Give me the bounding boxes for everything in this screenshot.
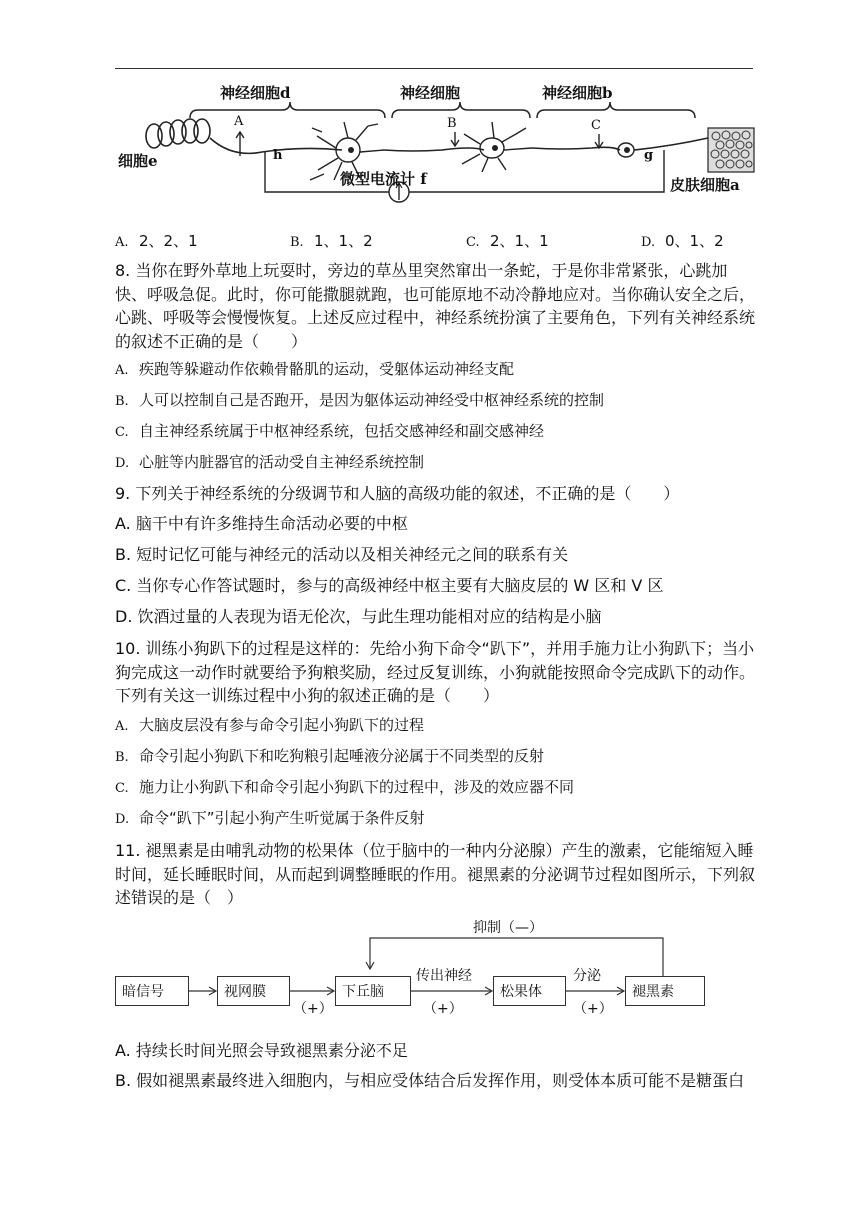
q10-option-d: D. 命令“趴下”引起小狗产生听觉属于条件反射 xyxy=(115,809,425,827)
q10-option-b: B. 命令引起小狗趴下和吃狗粮引起唾液分泌属于不同类型的反射 xyxy=(115,747,545,765)
flow-plus-2: （+） xyxy=(423,1001,463,1017)
label-skin-cell-a: 皮肤细胞a xyxy=(670,176,740,194)
flow-box-retina: 视网膜 xyxy=(217,976,290,1006)
flow-secrete-label: 分泌 xyxy=(573,968,601,984)
q8-stem: 8. 当你在野外草地上玩耍时，旁边的草丛里突然窜出一条蛇，于是你非常紧张，心跳加快、呼吸急促。此时，你可能撒腿就跑，也可能原地不动冷静地应对。当你确认安全之后，心跳、呼吸等会慢慢恢复。上述反应过程中，神经系统扮演了主要角色，下列有关神经系统的叙述不正确的是（ ） xyxy=(115,261,756,351)
label-neuron-d: 神经细胞d xyxy=(220,84,291,102)
q11-stem: 11. 褪黑素是由哺乳动物的松果体（位于脑中的一种内分泌腺）产生的激素，它能缩短入睡时间，延长睡眠时间，从而起到调整睡眠的作用。褪黑素的分泌调节过程如图所示，下列叙述错误的是（ ） xyxy=(115,841,756,907)
q7-options xyxy=(115,230,755,252)
label-h: h xyxy=(273,148,283,163)
melatonin-flow-diagram xyxy=(115,912,755,1022)
q10-stem: 10. 训练小狗趴下的过程是这样的：先给小狗下命令“趴下”，并用手施力让小狗趴下；当小狗完成这一动作时就要给予狗粮奖励，经过反复训练，小狗就能按照命令完成趴下的动作。下列有关这一训练过程中小狗的叙述正确的是（ ） xyxy=(115,639,756,705)
neuron-figure xyxy=(112,84,762,214)
q11-option-b: B. 假如褪黑素最终进入细胞内，与相应受体结合后发挥作用，则受体本质可能不是糖蛋白 xyxy=(115,1071,745,1090)
label-B: B xyxy=(447,116,457,131)
q9-option-a: A. 脑干中有许多维持生命活动必要的中枢 xyxy=(115,514,408,533)
flow-plus-1: （+） xyxy=(293,1001,333,1017)
label-A: A xyxy=(234,114,244,129)
q7-option-b: B. 1、1、2 xyxy=(290,232,373,250)
q9-option-c: C. 当你专心作答试题时，参与的高级神经中枢主要有大脑皮层的 W 区和 V 区 xyxy=(115,576,664,595)
neuron-figure-drawing xyxy=(112,88,762,214)
q8-option-d: D. 心脏等内脏器官的活动受自主神经系统控制 xyxy=(115,453,425,471)
flow-box-pineal: 松果体 xyxy=(493,976,566,1006)
q8-option-a: A. 疾跑等躲避动作依赖骨骼肌的运动，受躯体运动神经支配 xyxy=(115,360,515,378)
flow-box-dark-signal: 暗信号 xyxy=(115,976,189,1006)
label-meter-f: 微型电流计 f xyxy=(340,170,427,188)
q10-option-a: A. 大脑皮层没有参与命令引起小狗趴下的过程 xyxy=(115,716,425,734)
flow-plus-3: （+） xyxy=(573,1001,613,1017)
q9-option-d: D. 饮酒过量的人表现为语无伦次，与此生理功能相对应的结构是小脑 xyxy=(115,607,602,626)
q9-option-b: B. 短时记忆可能与神经元的活动以及相关神经元之间的联系有关 xyxy=(115,545,569,564)
q8-option-b: B. 人可以控制自己是否跑开，是因为躯体运动神经受中枢神经系统的控制 xyxy=(115,391,605,409)
flow-box-melatonin: 褪黑素 xyxy=(625,976,705,1006)
q9-stem: 9. 下列关于神经系统的分级调节和人脑的高级功能的叙述，不正确的是（ ） xyxy=(115,484,680,503)
flow-efferent-label: 传出神经 xyxy=(416,968,472,984)
label-C: C xyxy=(591,118,601,133)
q8-option-c: C. 自主神经系统属于中枢神经系统，包括交感神经和副交感神经 xyxy=(115,422,545,440)
flow-box-hypothalamus: 下丘脑 xyxy=(335,976,411,1006)
q7-option-a: A. 2、2、1 xyxy=(115,232,198,250)
q7-option-d: D. 0、1、2 xyxy=(641,232,724,250)
flow-inhibit-label: 抑制（—） xyxy=(473,920,543,936)
label-neuron-mid: 神经细胞 xyxy=(400,84,461,102)
label-g: g xyxy=(644,148,654,163)
label-neuron-b: 神经细胞b xyxy=(542,84,613,102)
header-rule xyxy=(115,68,753,69)
q11-option-a: A. 持续长时间光照会导致褪黑素分泌不足 xyxy=(115,1041,408,1060)
label-cell-e: 细胞e xyxy=(118,152,158,170)
q10-option-c: C. 施力让小狗趴下和命令引起小狗趴下的过程中，涉及的效应器不同 xyxy=(115,778,575,796)
q7-option-c: C. 2、1、1 xyxy=(466,232,549,250)
